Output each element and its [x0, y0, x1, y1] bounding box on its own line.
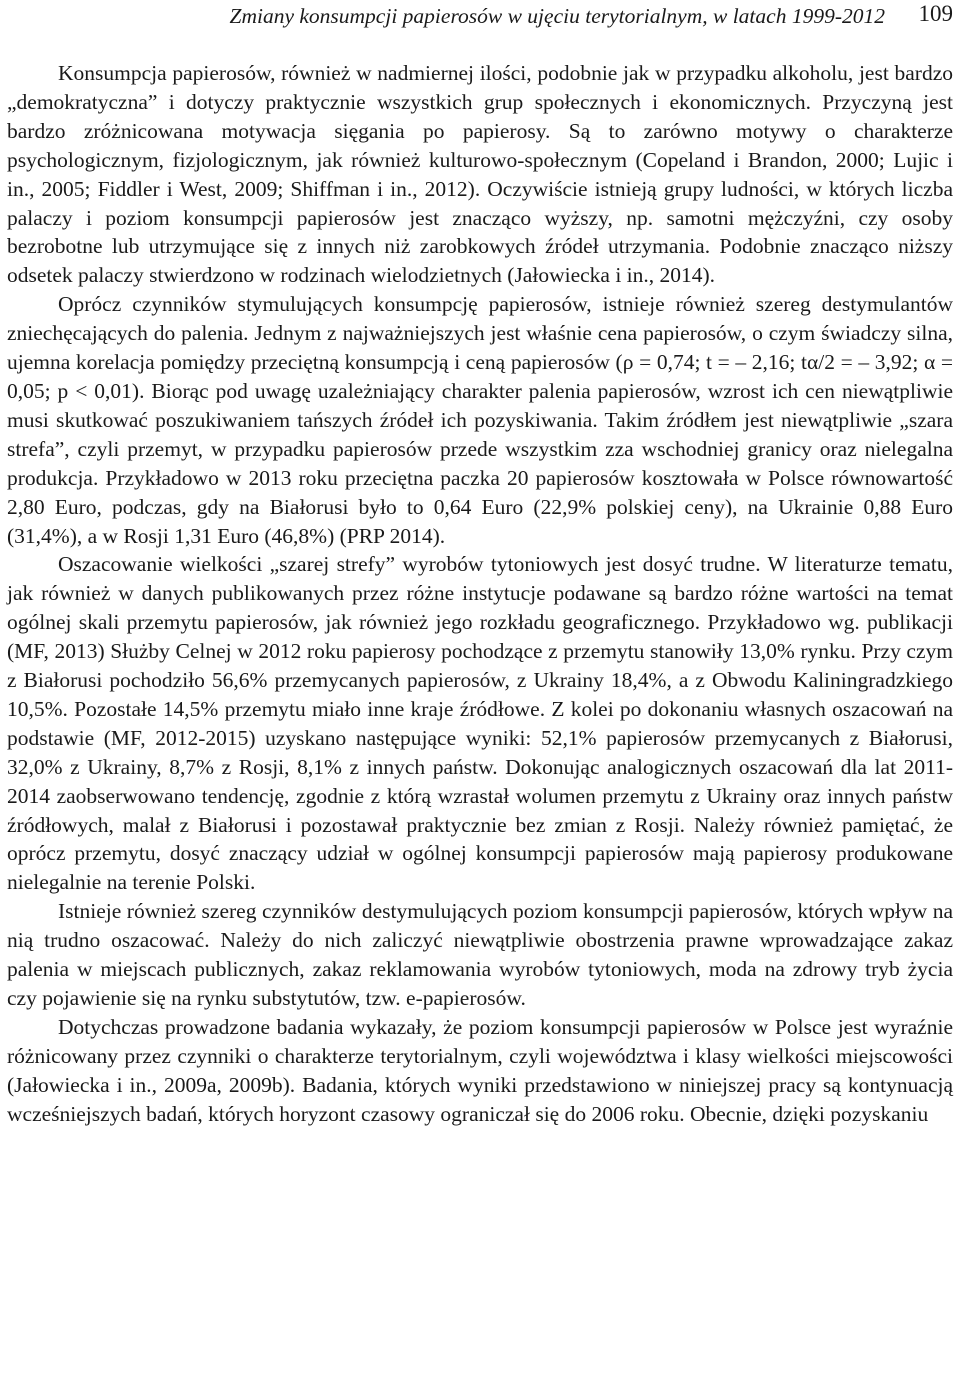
page-number: 109	[918, 1, 953, 26]
paragraph-2: Oprócz czynników stymulujących konsumpcję papierosów, istnieje również szereg destymulantów zniechęcających do palenia. Jednym z najważniejszych jest właśnie cena papierosów, o czym świadczy silna, ujemna korelacja pomiędzy przeciętną konsumpcją i ceną papierosów (ρ = 0,74; t = – 2,16; tα/2 = – 3,92; α = 0,05; p < 0,01). Biorąc pod uwagę uzależniający charakter palenia papierosów, wzrost ich cen niewątpliwie musi skutkować poszukiwaniem tańszych źródeł ich pozyskiwania. Takim źródłem jest niewątpliwie „szara strefa”, czyli przemyt, w przypadku papierosów przede wszystkim zza wschodniej granicy oraz nielegalna produkcja. Przykładowo w 2013 roku przeciętna paczka 20 papierosów kosztowała w Polsce równowartość 2,80 Euro, podczas, gdy na Białorusi było to 0,64 Euro (22,9% polskiej ceny), na Ukrainie 0,88 Euro (31,4%), a w Rosji 1,31 Euro (46,8%) (PRP 2014).	[7, 292, 953, 548]
running-title: Zmiany konsumpcji papierosów w ujęciu terytorialnym, w latach 1999-2012	[229, 4, 885, 28]
paragraph-5: Dotychczas prowadzone badania wykazały, że poziom konsumpcji papierosów w Polsce jest wyraźnie różnicowany przez czynniki o charakterze terytorialnym, czyli województwa i klasy wielkości miejscowości (Jałowiecka i in., 2009a, 2009b). Badania, których wyniki przedstawiono w niniejszej pracy są kontynuacją wcześniejszych badań, których horyzont czasowy ograniczał się do 2006 roku. Obecnie, dzięki pozyskaniu	[7, 1014, 953, 1126]
running-header	[7, 0, 953, 42]
document-page	[7, 0, 953, 1129]
paragraph-3: Oszacowanie wielkości „szarej strefy” wyrobów tytoniowych jest dosyć trudne. W literaturze tematu, jak również w danych publikowanych przez różne instytucje podawane są bardzo różne wartości na temat ogólnej skali przemytu papierosów, jak również jego rozkładu geograficznego. Przykładowo wg. publikacji (MF, 2013) Służby Celnej w 2012 roku papierosy pochodzące z przemytu stanowiły 13,0% rynku. Przy czym z Białorusi pochodziło 56,6% przemycanych papierosów, z Ukrainy 18,4%, a z Obwodu Kaliningradzkiego 10,5%. Pozostałe 14,5% przemytu miało inne kraje źródłowe. Z kolei po dokonaniu własnych oszacowań na podstawie (MF, 2012-2015) uzyskano następujące wyniki: 52,1% papierosów przemycanych z Białorusi, 32,0% z Ukrainy, 8,7% z Rosji, 8,1% z innych państw. Dokonując analogicznych oszacowań dla lat 2011-2014 zaobserwowano tendencję, zgodnie z którą wzrastał wolumen przemytu z Ukrainy oraz innych państw źródłowych, malał z Białorusi i pozostawał praktycznie bez zmian z Rosji. Należy również pamiętać, że oprócz przemytu, dosyć znaczący udział w ogólnej konsumpcji papierosów mają papierosy produkowane nielegalnie na terenie Polski.	[7, 552, 953, 895]
paragraph-4: Istnieje również szereg czynników destymulujących poziom konsumpcji papierosów, których wpływ na nią trudno oszacować. Należy do nich zaliczyć niewątpliwie obostrzenia prawne wprowadzające zakaz palenia w miejscach publicznych, zakaz reklamowania wyrobów tytoniowych, moda na zdrowy tryb życia czy pojawienie się na rynku substytutów, tzw. e-papierosów.	[7, 899, 953, 1010]
body-text	[7, 59, 953, 1129]
paragraph-1: Konsumpcja papierosów, również w nadmiernej ilości, podobnie jak w przypadku alkoholu, jest bardzo „demokratyczna” i dotyczy praktycznie wszystkich grup społecznych i ekonomicznych. Przyczyną jest bardzo zróżnicowana motywacja sięgania po papierosy. Są to zarówno motywy o charakterze psychologicznym, fizjologicznym, jak również kulturowo-społecznym (Copeland i Brandon, 2000; Lujic i in., 2005; Fiddler i West, 2009; Shiffman i in., 2012). Oczywiście istnieją grupy ludności, w których liczba palaczy i poziom konsumpcji papierosów jest znacząco wyższy, np. samotni mężczyźni, czy osoby bezrobotne lub utrzymujące się z innych niż zarobkowych źródeł utrzymania. Podobnie znacząco niższy odsetek palaczy stwierdzono w rodzinach wielodzietnych (Jałowiecka i in., 2014).	[7, 61, 953, 288]
